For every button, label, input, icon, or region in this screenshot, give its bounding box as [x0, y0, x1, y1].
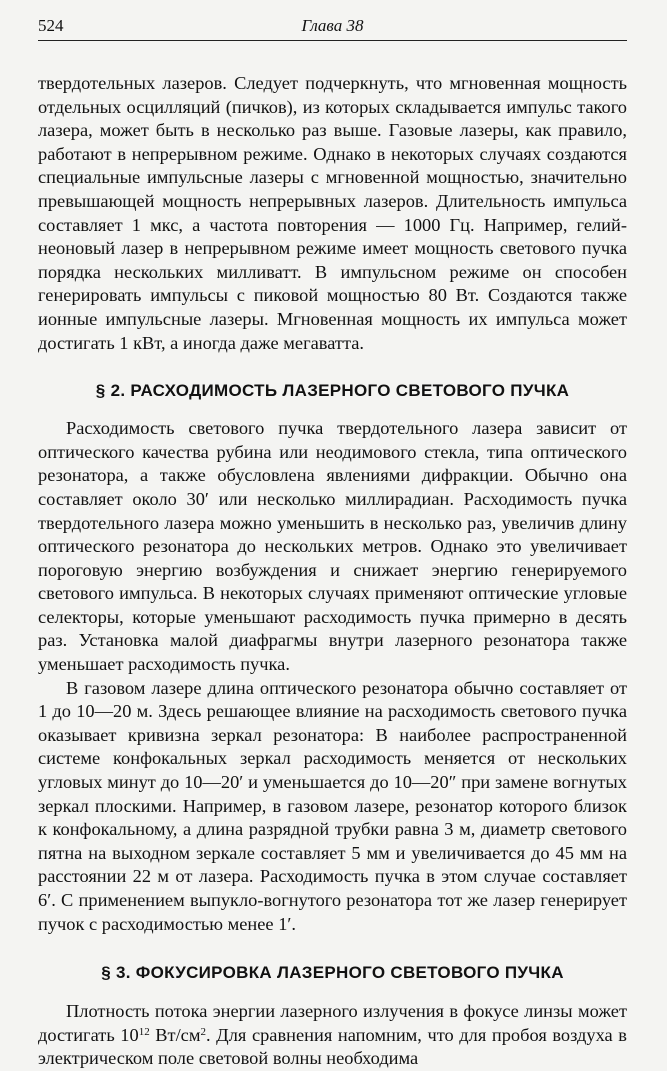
running-header — [38, 14, 627, 40]
header-rule — [38, 40, 627, 41]
paragraph-continuation: твердотельных лазеров. Следует подчеркнуть, что мгновенная мощность отдельных осцилляций (пичков), из которых складывается импульс такого лазера, может быть в несколько раз выше. Газовые лазеры, как правило, работают в непрерывном режиме. Однако в некоторых случаях создаются специальные импульсные лазеры с мгновенной мощностью, значительно превышающей мощность непрерывных лазеров. Длительность импульса составляет 1 мкс, а частота повторения — 1000 Гц. Например, гелий-неоновый лазер в непрерывном режиме имеет мощность светового пучка порядка нескольких милливатт. В импульсном режиме он способен генерировать импульсы с пиковой мощностью 80 Вт. Создаются также ионные импульсные лазеры. Мгновенная мощность их импульса может достигать 1 кВт, а иногда даже мегаватта. — [38, 73, 627, 353]
page-number: 524 — [38, 16, 64, 35]
paragraph-divergence-solid: Расходимость светового пучка твердотельного лазера зависит от оптического качества рубина или неодимового стекла, типа оптического резонатора, а также обусловлена явлениями дифракции. Обычно она составляет около 30′ или несколько миллирадиан. Расходимость пучка твердотельного лазера можно уменьшить в несколько раз, увеличив длину оптического резонатора до нескольких метров. Однако это увеличивает пороговую энергию возбуждения и снижает энергию генерируемого светового импульса. В некоторых случаях применяют оптические угловые селекторы, которые уменьшают расходимость пучка примерно в десять раз. Установка малой диафрагмы внутри лазерного резонатора также уменьшает расходимость пучка. — [38, 418, 627, 675]
paragraph-focusing-text-2: Вт/см — [149, 1024, 201, 1045]
chapter-title: Глава 38 — [301, 16, 364, 35]
paragraph-focusing — [38, 1000, 627, 1071]
section-heading-divergence: § 2. РАСХОДИМОСТЬ ЛАЗЕРНОГО СВЕТОВОГО ПУЧКА — [95, 381, 570, 401]
exponent-12: 12 — [138, 1025, 150, 1038]
exponent-2: 2 — [200, 1025, 206, 1038]
paragraph-focusing-text-3: . Для сравнения напомним, что для пробоя воздуха в электрическом поле световой волны необходима — [38, 1024, 627, 1069]
paragraph-divergence-gas: В газовом лазере длина оптического резонатора обычно составляет от 1 до 10—20 м. Здесь решающее влияние на расходимость светового пучка оказывает кривизна зеркал резонатора: В наиболее распространенной системе конфокальных зеркал расходимость меняется от нескольких угловых минут до 10—20′ и уменьшается до 10—20″ при замене вогнутых зеркал плоскими. Например, в газовом лазере, резонатор которого близок к конфокальному, а длина разрядной трубки равна 3 м, диаметр светового пятна на выходном зеркале составляет 5 мм и увеличивается до 45 мм на расстоянии 22 м от лазера. Расходимость пучка в этом случае составляет 6′. С применением выпукло-вогнутого резонатора тот же лазер генерирует пучок с расходимостью менее 1′. — [38, 677, 627, 934]
section-heading-focusing: § 3. ФОКУСИРОВКА ЛАЗЕРНОГО СВЕТОВОГО ПУЧКА — [101, 963, 564, 983]
paragraph-focusing-text-1: Плотность потока энергии лазерного излучения в фокусе линзы может достигать 10 — [38, 1001, 627, 1045]
